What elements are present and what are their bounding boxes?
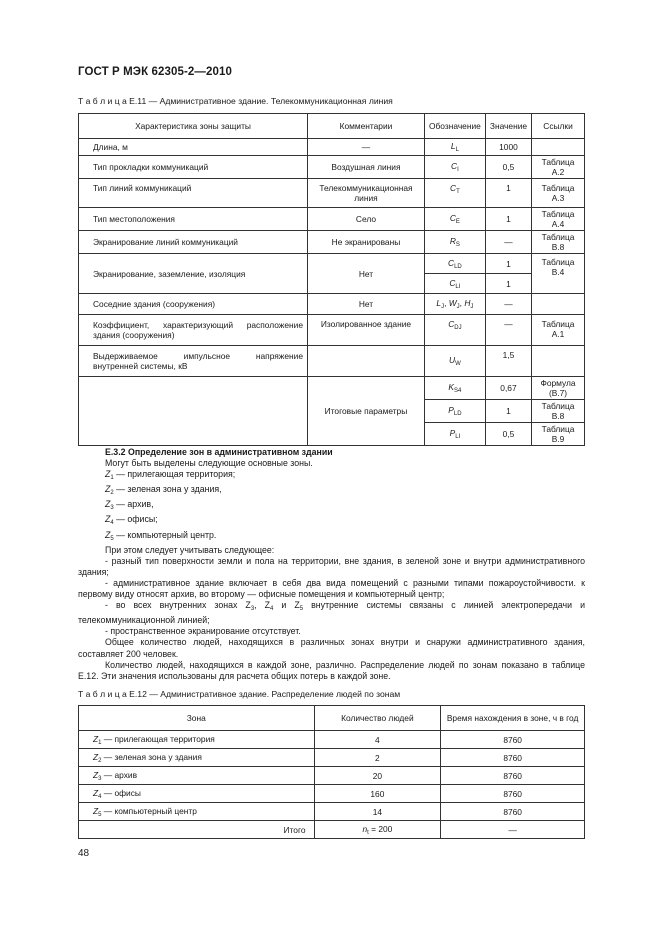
cell-symbol: $C_{LD}$ [424,254,485,274]
cell-time: 8760 [441,803,585,821]
zone-item: $Z_3$ — архив, [105,499,154,512]
zone-item: $Z_4$ — офисы; [105,514,158,527]
table-header-row [79,114,585,139]
bullet-item: - во всех внутренних зонах $Z_3$, $Z_4$ и $Z_5$ внутренние системы связаны с линией электропередачи и телекоммуникационной линией; [78,600,586,626]
cell-symbol: $R_S$ [424,231,485,254]
cell-reference [532,346,585,377]
cell-zone: $Z_3$ — архив [79,767,315,785]
table-row [79,208,585,231]
cell-characteristic: Тип линий коммуникаций [79,179,308,208]
cell-characteristic: Соседние здания (сооружения) [79,294,308,315]
document-header: ГОСТ Р МЭК 62305-2—2010 [78,66,232,78]
cell-symbol: $L_L$ [424,139,485,156]
bullet-item: - разный тип поверхности земли и пола на территории, вне здания, в зеленой зоне и внутри административного здания; [78,555,585,577]
cell-reference: Таблица А.2 [532,156,585,179]
cell-characteristic: Коэффициент, характеризующий расположение здания (сооружения) [79,315,308,346]
cell-symbol: $C_T$ [424,179,485,208]
cell-reference: Таблица В.8 [532,231,585,254]
cell-time: 8760 [441,749,585,767]
cell-summary-label: Итоговые параметры [308,377,425,446]
zone-item: $Z_1$ — прилегающая территория; [105,469,236,482]
cell-symbol: $U_W$ [424,346,485,377]
cell-reference: Таблица А.4 [532,208,585,231]
table-row [79,294,585,315]
cell-value: 1 [485,179,531,208]
column-header: Время нахождения в зоне, ч в год [441,706,585,731]
table-row [79,179,585,208]
paragraph: Общее количество людей, находящихся в различных зонах внутри и снаружи административного здания, составляет 200 человек. [78,637,585,659]
cell-zone: $Z_4$ — офисы [79,785,315,803]
cell-reference: Таблица В.9 [532,423,585,446]
column-header: Количество людей [314,706,441,731]
cell-empty [79,377,308,446]
table-row [79,377,585,400]
bullet-item: - пространственное экранирование отсутствует. [105,626,301,637]
cell-symbol: $C_{DJ}$ [424,315,485,346]
table-e12 [78,705,585,839]
table-row [79,254,585,274]
column-header: Характеристика зоны защиты [79,114,308,139]
cell-characteristic: Экранирование линий коммуникаций [79,231,308,254]
cell-people: 160 [314,785,441,803]
cell-reference [532,139,585,156]
table-header-row [79,706,585,731]
cell-people: 4 [314,731,441,749]
cell-comment: Изолированное здание [308,315,425,346]
cell-symbol: $P_{LD}$ [424,400,485,423]
table-row [79,749,585,767]
cell-total-label: Итого [79,821,315,839]
cell-comment: — [308,139,425,156]
paragraph: Могут быть выделены следующие основные зоны. [105,458,313,469]
cell-time: 8760 [441,767,585,785]
cell-value: — [485,294,531,315]
cell-symbol: $C_E$ [424,208,485,231]
cell-comment: Нет [308,294,425,315]
cell-symbol: $C_I$ [424,156,485,179]
column-header: Зона [79,706,315,731]
cell-characteristic: Экранирование, заземление, изоляция [79,254,308,294]
cell-value: 0,67 [485,377,531,400]
table-row [79,731,585,749]
cell-reference: Таблица А.1 [532,315,585,346]
cell-value: 1000 [485,139,531,156]
page-number: 48 [78,848,90,859]
table-row [79,139,585,156]
cell-value: 1 [485,274,531,294]
cell-comment: Телекоммуникационная линия [308,179,425,208]
cell-value: 1 [485,400,531,423]
cell-total-time: — [441,821,585,839]
cell-reference: Таблица А.3 [532,179,585,208]
column-header: Обозначение [424,114,485,139]
cell-characteristic: Длина, м [79,139,308,156]
table-row [79,803,585,821]
section-e32 [78,447,585,682]
cell-comment: Нет [308,254,425,294]
cell-symbol: $L_J$, $W_J$, $H_J$ [424,294,485,315]
cell-comment: Воздушная линия [308,156,425,179]
table-total-row [79,821,585,839]
cell-symbol: $K_{S4}$ [424,377,485,400]
table-e11 [78,113,585,446]
cell-value: 1,5 [485,346,531,377]
zone-item: $Z_2$ — зеленая зона у здания, [105,484,222,497]
paragraph: При этом следует учитывать следующее: [105,544,275,555]
table-row [79,315,585,346]
cell-reference: Формула (В.7) [532,377,585,400]
cell-symbol: $P_{LI}$ [424,423,485,446]
cell-symbol: $C_{LI}$ [424,274,485,294]
cell-zone: $Z_5$ — компьютерный центр [79,803,315,821]
cell-people: 14 [314,803,441,821]
zone-item: $Z_5$ — компьютерный центр. [105,529,217,542]
table-e11-caption: Т а б л и ц а Е.11 — Административное здание. Телекоммуникационная линия [78,96,393,106]
cell-value: 0,5 [485,156,531,179]
cell-zone: $Z_2$ — зеленая зона у здания [79,749,315,767]
table-row [79,346,585,377]
column-header: Значение [485,114,531,139]
cell-people: 20 [314,767,441,785]
column-header: Ссылки [532,114,585,139]
cell-reference: Таблица В.8 [532,400,585,423]
cell-characteristic: Тип прокладки коммуникаций [79,156,308,179]
column-header: Комментарии [308,114,425,139]
table-row [79,767,585,785]
cell-comment: Село [308,208,425,231]
cell-value: 1 [485,208,531,231]
cell-total-people: $n_t = 200$ [314,821,441,839]
table-row [79,785,585,803]
cell-reference [532,294,585,315]
cell-characteristic: Выдерживаемое импульсное напряжение внутренней системы, кВ [79,346,308,377]
cell-time: 8760 [441,731,585,749]
cell-people: 2 [314,749,441,767]
cell-comment: Не экранированы [308,231,425,254]
cell-zone: $Z_1$ — прилегающая территория [79,731,315,749]
section-title: Е.3.2 Определение зон в административном здании [105,447,333,457]
cell-value: 1 [485,254,531,274]
paragraph: Количество людей, находящихся в каждой зоне, различно. Распределение людей по зонам показано в таблице Е.12. Эти значения использованы для расчета общих потерь в каждой зоне. [78,659,585,681]
bullet-item: - административное здание включает в себя два вида помещений с разными типами пожароустойчивости. к первому виду относят архив, во второму — офисные помещения и компьютерный центр; [78,577,585,600]
table-e12-caption: Т а б л и ц а Е.12 — Административное здание. Распределение людей по зонам [78,689,401,699]
table-row [79,231,585,254]
table-row [79,156,585,179]
cell-reference: Таблица В.4 [532,254,585,294]
cell-value: — [485,315,531,346]
cell-time: 8760 [441,785,585,803]
cell-value: 0,5 [485,423,531,446]
cell-value: — [485,231,531,254]
cell-comment [308,346,425,377]
cell-characteristic: Тип местоположения [79,208,308,231]
